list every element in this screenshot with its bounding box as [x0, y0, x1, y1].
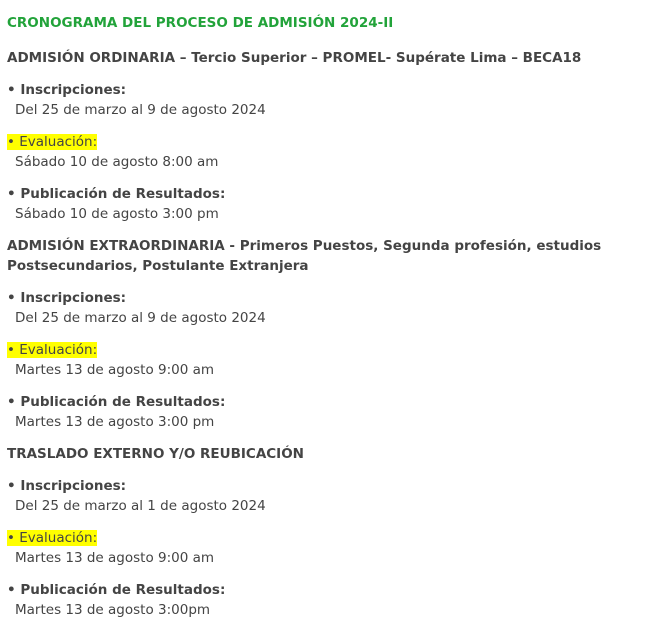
schedule-item-resultados: [7, 184, 662, 224]
section-admision-ordinaria: [7, 48, 662, 224]
schedule-item-resultados: [7, 580, 662, 620]
section-heading: ADMISIÓN EXTRAORDINARIA - Primeros Puestos, Segunda profesión, estudios Postsecundarios, Postulante Extranjera: [7, 238, 602, 274]
item-value: Sábado 10 de agosto 8:00 am: [15, 154, 219, 170]
item-value: Del 25 de marzo al 9 de agosto 2024: [15, 310, 266, 326]
item-label-text: • Evaluación:: [7, 134, 98, 150]
item-label: [7, 340, 662, 360]
item-label-text: • Evaluación:: [7, 342, 98, 358]
item-label-text: • Publicación de Resultados:: [7, 186, 226, 202]
item-label-text: • Publicación de Resultados:: [7, 582, 226, 598]
schedule-item-inscripciones: [7, 80, 662, 120]
item-value: Martes 13 de agosto 9:00 am: [15, 362, 215, 378]
item-label: [7, 392, 662, 412]
item-value: Martes 13 de agosto 9:00 am: [15, 550, 215, 566]
section-traslado-externo: [7, 444, 662, 620]
section-admision-extraordinaria: [7, 236, 662, 432]
schedule-item-inscripciones: [7, 288, 662, 328]
section-heading: TRASLADO EXTERNO Y/O REUBICACIÓN: [7, 446, 304, 462]
item-label: [7, 476, 662, 496]
item-value: Martes 13 de agosto 3:00pm: [15, 602, 211, 618]
section-heading: ADMISIÓN ORDINARIA – Tercio Superior – PROMEL- Supérate Lima – BECA18: [7, 50, 582, 66]
item-label: [7, 528, 662, 548]
item-label-text: • Evaluación:: [7, 530, 98, 546]
item-label: [7, 80, 662, 100]
item-label: [7, 184, 662, 204]
item-label-text: • Inscripciones:: [7, 290, 127, 306]
schedule-item-evaluacion: [7, 340, 662, 380]
item-label: [7, 132, 662, 152]
schedule-item-resultados: [7, 392, 662, 432]
item-label: [7, 580, 662, 600]
item-label-text: • Publicación de Resultados:: [7, 394, 226, 410]
item-value: Del 25 de marzo al 9 de agosto 2024: [15, 102, 266, 118]
item-label-text: • Inscripciones:: [7, 82, 127, 98]
item-label: [7, 288, 662, 308]
item-value: Sábado 10 de agosto 3:00 pm: [15, 206, 219, 222]
schedule-item-inscripciones: [7, 476, 662, 516]
schedule-item-evaluacion: [7, 132, 662, 172]
page-title: CRONOGRAMA DEL PROCESO DE ADMISIÓN 2024-II: [7, 15, 394, 31]
item-value: Del 25 de marzo al 1 de agosto 2024: [15, 498, 266, 514]
item-value: Martes 13 de agosto 3:00 pm: [15, 414, 215, 430]
schedule-item-evaluacion: [7, 528, 662, 568]
item-label-text: • Inscripciones:: [7, 478, 127, 494]
schedule-page: [7, 14, 662, 632]
